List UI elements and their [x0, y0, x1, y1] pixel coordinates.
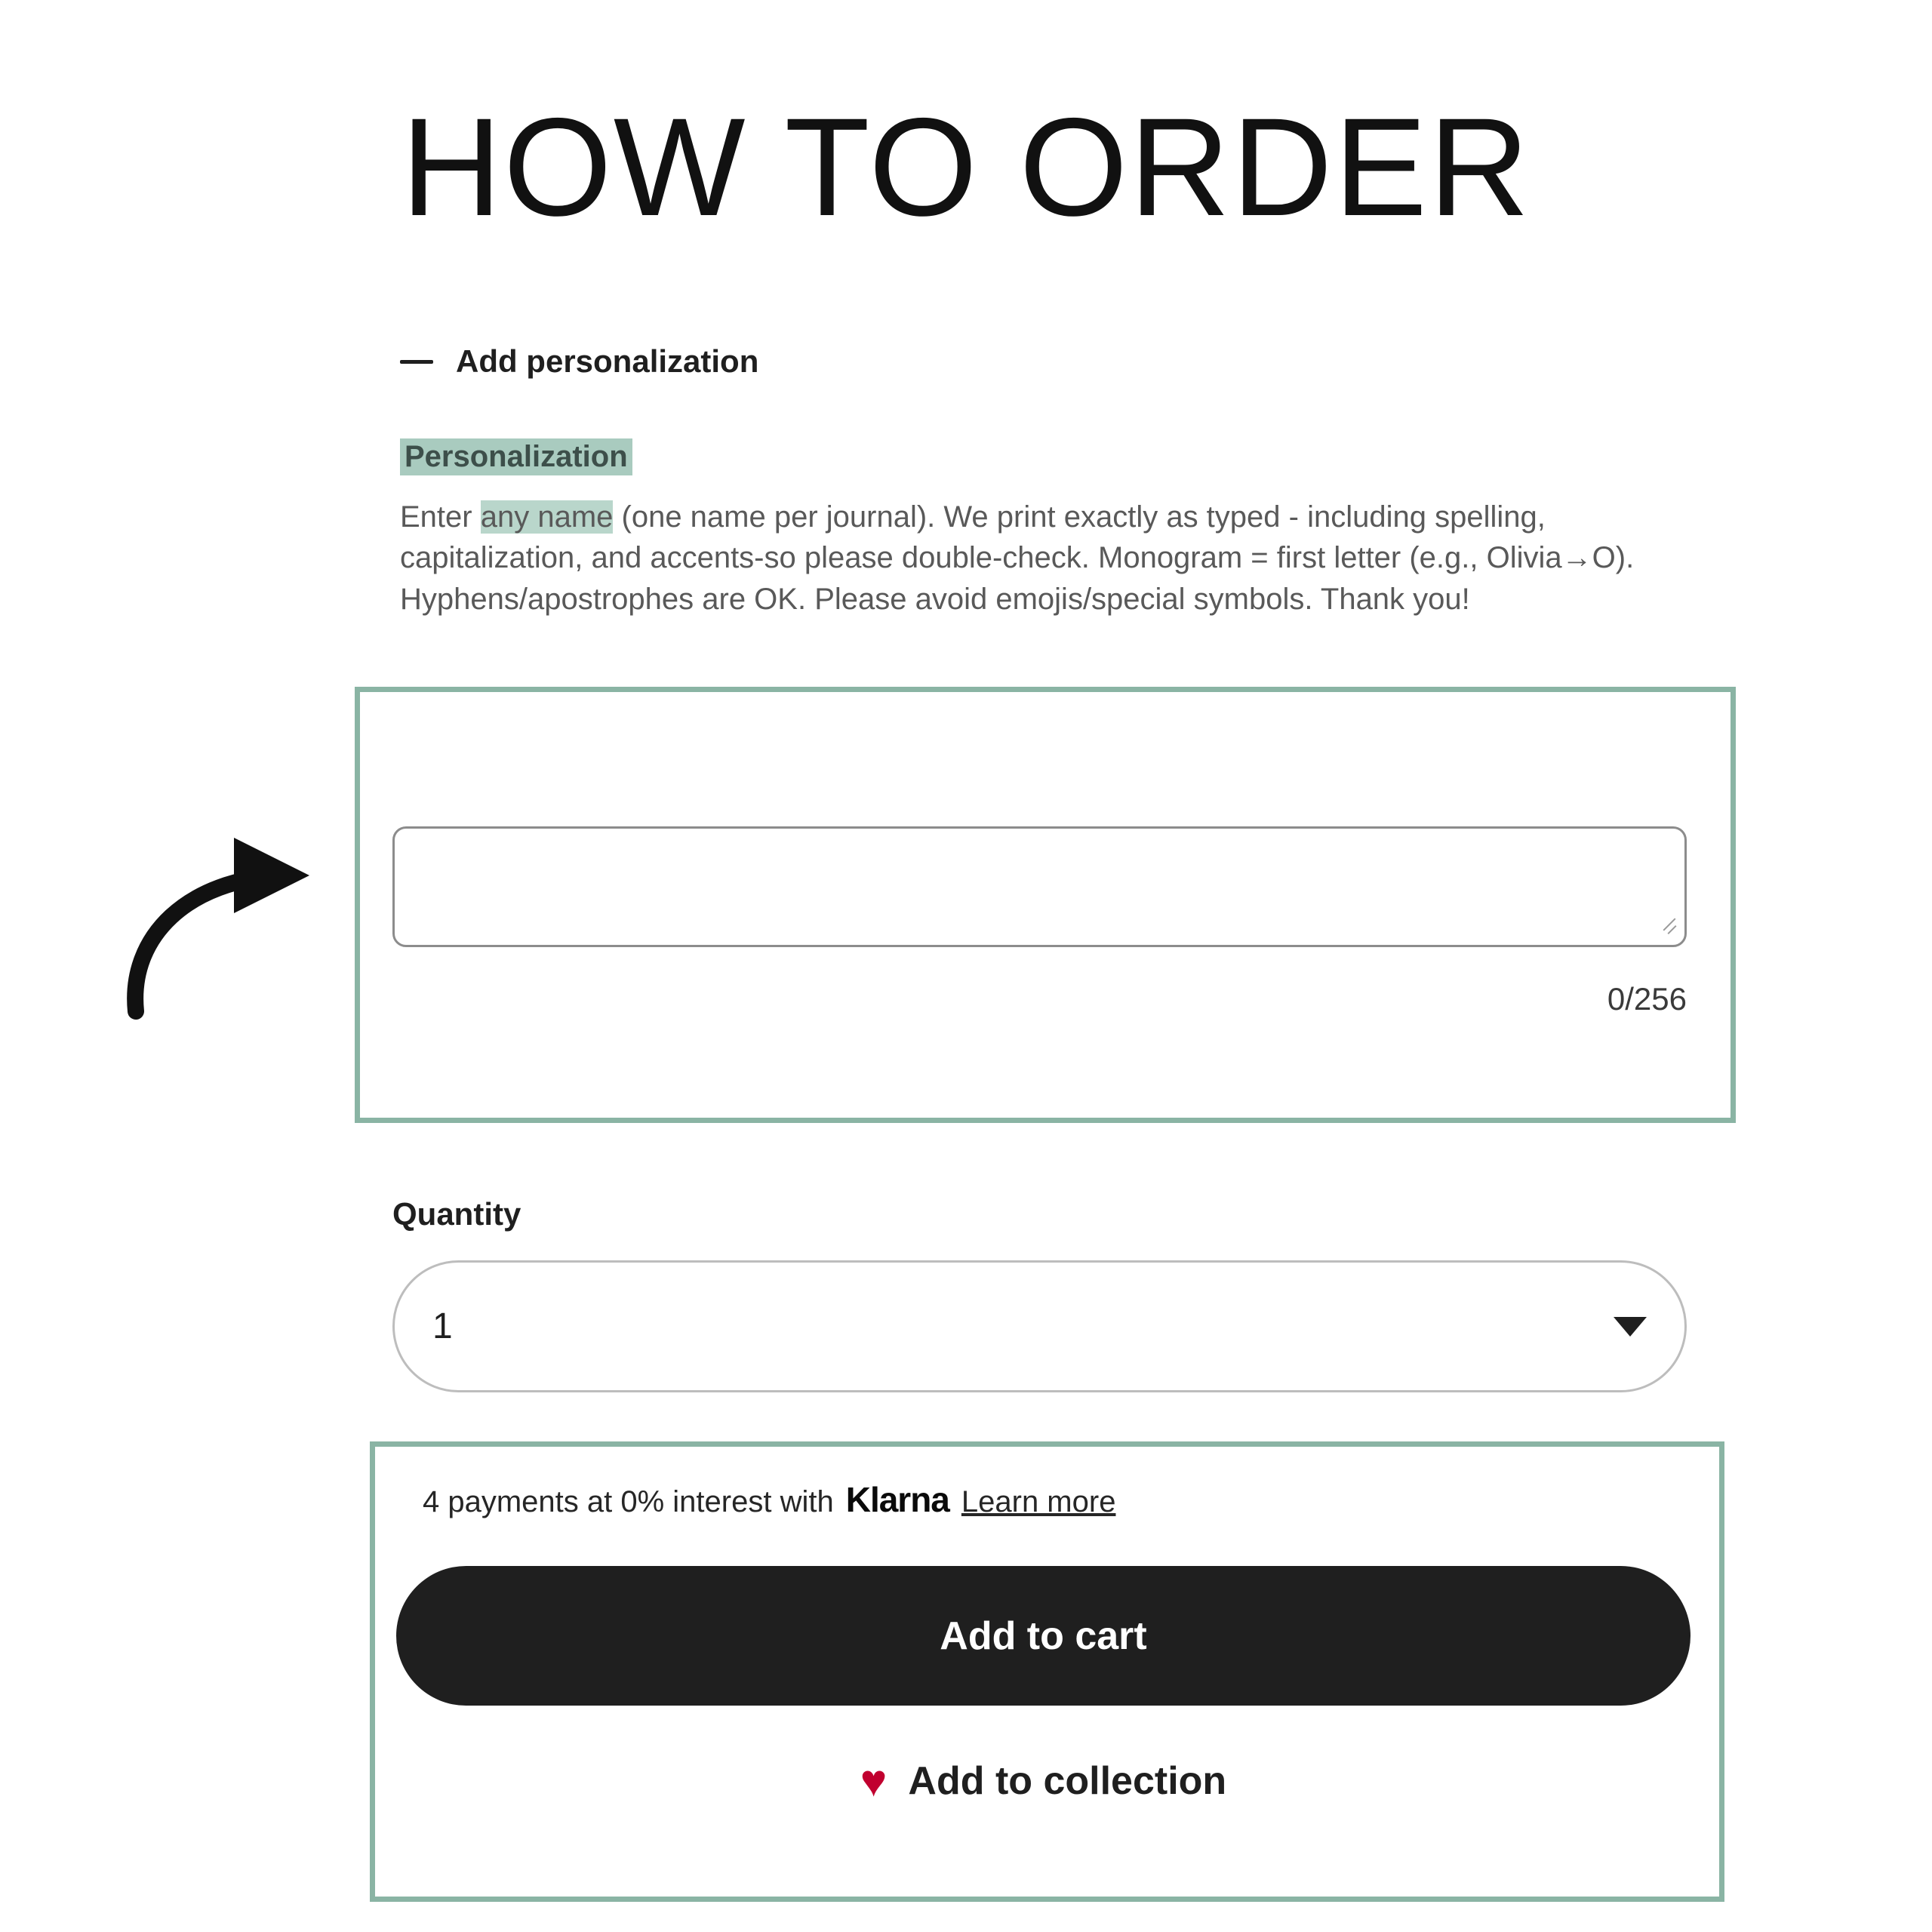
quantity-label: Quantity: [392, 1196, 521, 1232]
add-personalization-header[interactable]: [355, 343, 1713, 380]
quantity-select[interactable]: [392, 1260, 1687, 1392]
add-personalization-label: Add personalization: [456, 343, 759, 379]
help-lead: Enter: [400, 500, 481, 534]
klarna-logo: Klarna: [845, 1480, 949, 1519]
personalization-help-text: [400, 497, 1683, 620]
help-highlight: any name: [480, 500, 614, 534]
personalization-input-wrap: [392, 826, 1687, 951]
quantity-value: 1: [432, 1306, 453, 1346]
curved-arrow-icon: [121, 800, 370, 1026]
personalization-label: Personalization: [400, 438, 632, 475]
product-options-panel: [355, 343, 1713, 620]
dash-icon: [400, 360, 433, 364]
klarna-payment-row: [423, 1479, 1115, 1520]
personalization-input[interactable]: [392, 826, 1687, 947]
add-to-collection-label: Add to collection: [908, 1759, 1227, 1803]
klarna-text: 4 payments at 0% interest with: [423, 1485, 834, 1518]
chevron-down-icon: [1614, 1317, 1647, 1337]
klarna-learn-more-link[interactable]: Learn more: [961, 1485, 1116, 1518]
add-to-collection-button[interactable]: [396, 1755, 1690, 1806]
page-title: HOW TO ORDER: [401, 90, 1531, 245]
heart-icon: ♥: [860, 1755, 888, 1806]
character-counter: 0/256: [1607, 981, 1687, 1017]
help-rest: (one name per journal). We print exactly as typed - including spelling, capitalization, and accents-so please double-check. Monogram = first letter (e.g., Olivia→O). Hyphens/apostrophes are OK. Please avoid emojis/special symbols. Thank you!: [400, 500, 1635, 616]
add-to-cart-button[interactable]: Add to cart: [396, 1566, 1690, 1706]
